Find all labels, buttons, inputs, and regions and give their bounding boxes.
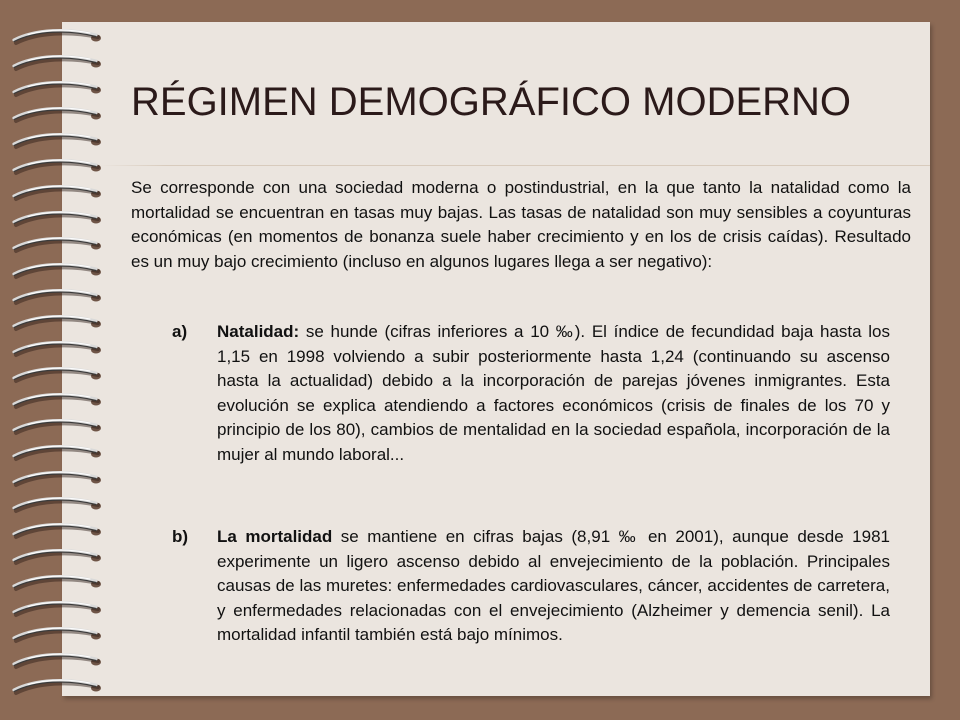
spiral-ring: [14, 498, 101, 511]
spiral-ring: [14, 524, 101, 537]
spiral-ring: [14, 550, 101, 563]
list-item-natalidad: [172, 320, 890, 467]
spiral-ring: [14, 472, 101, 485]
spiral-ring: [14, 316, 101, 329]
spiral-ring: [14, 212, 101, 225]
natalidad-text: se hunde (cifras inferiores a 10 ‰). El índice de fecundidad baja hasta los 1,15 en 1998 volviendo a subir posteriormente hasta 1,24 (continuando su ascenso hasta la actualidad) debido a la incorporación de parejas jóvenes inmigrantes. Esta evolución se explica atendiendo a factores económicos (crisis de finales de los 70 y principio de los 80), cambios de mentalidad en la sociedad española, incorporación de la mujer al mundo laboral...: [217, 322, 890, 464]
spiral-ring: [14, 108, 101, 121]
spiral-ring: [14, 368, 101, 381]
spiral-ring: [14, 654, 101, 667]
spiral-ring: [14, 628, 101, 641]
spiral-ring: [14, 342, 101, 355]
mortalidad-paragraph: [217, 525, 890, 648]
slide-title: RÉGIMEN DEMOGRÁFICO MODERNO: [131, 80, 852, 124]
spiral-ring: [14, 394, 101, 407]
spiral-ring: [14, 446, 101, 459]
title-divider: [100, 165, 930, 166]
spiral-ring: [14, 134, 101, 147]
spiral-ring: [14, 56, 101, 69]
list-marker-a: a): [172, 322, 188, 341]
spiral-binding: [8, 22, 118, 696]
list-marker-b: b): [172, 527, 189, 546]
intro-paragraph: Se corresponde con una sociedad moderna o postindustrial, en la que tanto la natalidad como la mortalidad se encuentran en tasas muy bajas. Las tasas de natalidad son muy sensibles a coyunturas económicas (en momentos de bonanza suele haber crecimiento y en los de crisis caídas). Resultado es un muy bajo crecimiento (incluso en algunos lugares llega a ser negativo):: [131, 178, 911, 271]
mortalidad-text: se mantiene en cifras bajas (8,91 ‰ en 2001), aunque desde 1981 experimente un ligero ascenso debido al envejecimiento de la población. Principales causas de las muretes: enfermedades cardiovasculares, cáncer, accidentes de carretera, y enfermedades relacionadas con el envejecimiento (Alzheimer y demencia senil). La mortalidad infantil también está bajo mínimos.: [217, 527, 890, 644]
spiral-ring: [14, 264, 101, 277]
natalidad-heading: Natalidad:: [217, 322, 300, 341]
spiral-ring: [14, 576, 101, 589]
spiral-ring: [14, 238, 101, 251]
spiral-ring: [14, 680, 101, 693]
spiral-ring: [14, 602, 101, 615]
spiral-ring: [14, 82, 101, 95]
spiral-ring: [14, 30, 101, 43]
spiral-ring: [14, 186, 101, 199]
list-item-mortalidad: [172, 525, 890, 648]
spiral-ring: [14, 290, 101, 303]
natalidad-paragraph: [217, 320, 890, 467]
spiral-ring: [14, 160, 101, 173]
spiral-ring: [14, 420, 101, 433]
mortalidad-heading: La mortalidad: [217, 527, 333, 546]
